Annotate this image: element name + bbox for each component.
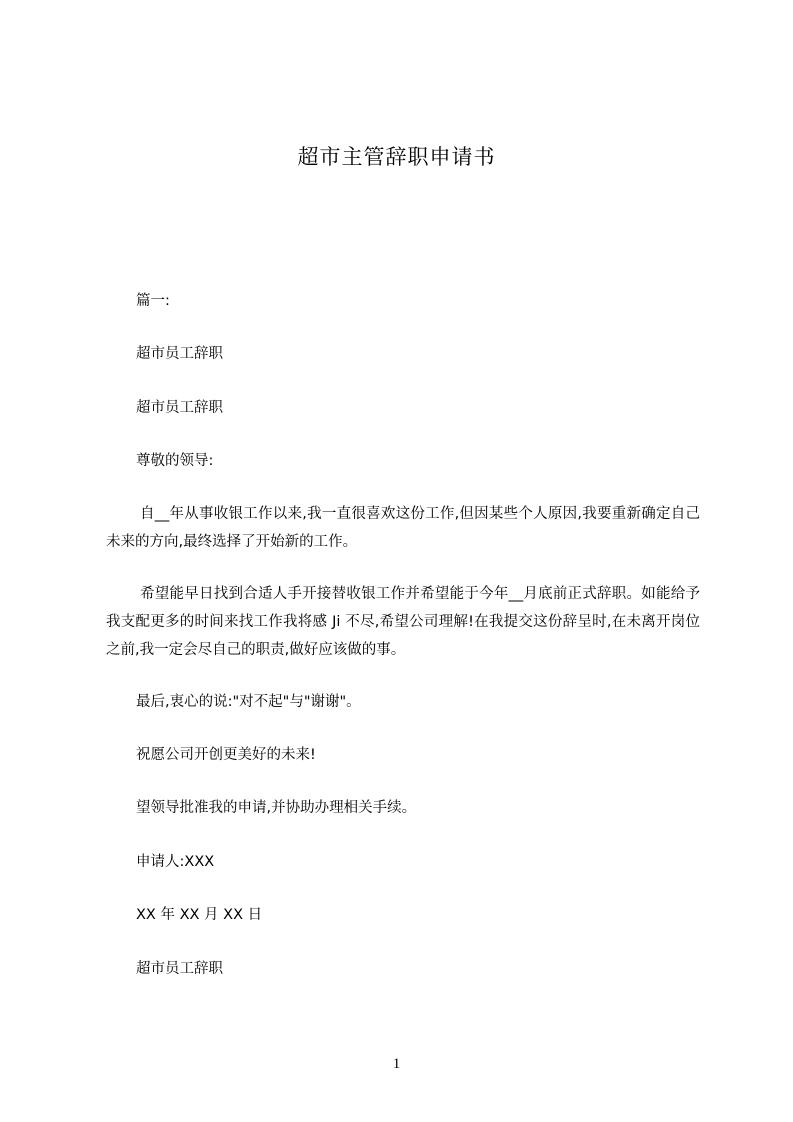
page-number: 1 [392, 1056, 401, 1072]
footer-heading: 超市员工辞职 [136, 961, 223, 977]
closing-line-3: 望领导批准我的申请,并协助办理相关手续。 [136, 800, 417, 816]
closing-line-2: 祝愿公司开创更美好的未来! [136, 747, 316, 763]
document-title: 超市主管辞职申请书 [297, 145, 496, 169]
body-paragraph-2: 希望能早日找到合适人手开接替收银工作并希望能于今年__月底前正式辞职。如能给予我支配更多的时间来找工作我将感 Ji 不尽,希望公司理解!在我提交这份辞呈时,在未离开岗位之前,我一定会尽自己的职责,做好应该做的事。 [106, 586, 700, 658]
heading-2: 超市员工辞职 [136, 400, 223, 416]
section-label: 篇一: [136, 293, 170, 309]
body-paragraph-1: 自__年从事收银工作以来,我一直很喜欢这份工作,但因某些个人原因,我要重新确定自己未来的方向,最终选择了开始新的工作。 [106, 506, 700, 550]
heading-1: 超市员工辞职 [136, 346, 223, 362]
closing-line-1: 最后,衷心的说:"对不起"与"谢谢"。 [136, 694, 361, 710]
date-line: XX 年 XX 月 XX 日 [136, 907, 263, 923]
applicant-line: 申请人:XXX [136, 854, 215, 870]
salutation: 尊敬的领导: [136, 453, 214, 469]
